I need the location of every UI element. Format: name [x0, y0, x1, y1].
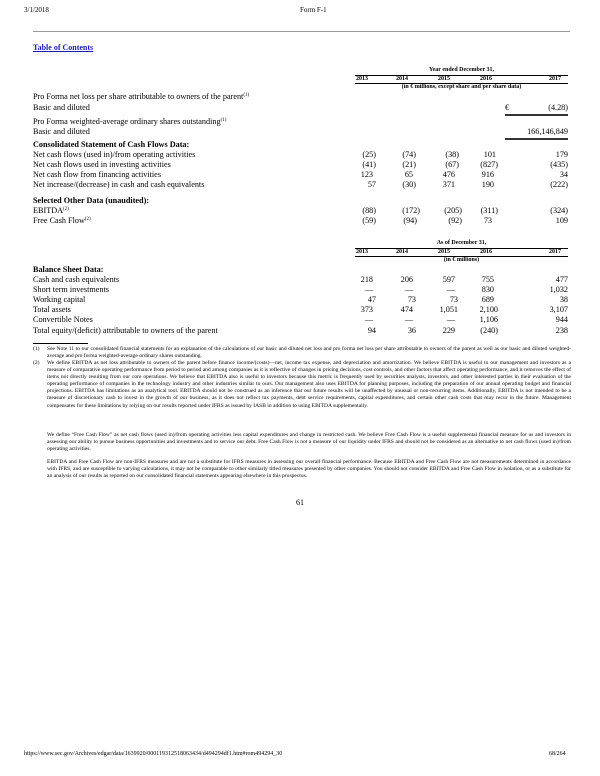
cash-flow-row-label: Net cash flow from financing activities	[33, 170, 162, 179]
cell: (21)	[402, 160, 416, 169]
cell: 3,107	[549, 305, 568, 314]
cell: 34	[559, 170, 568, 179]
cell: 218	[360, 275, 373, 284]
cell: —	[404, 285, 413, 294]
cell: (59)	[362, 216, 376, 225]
cell: 73	[449, 295, 458, 304]
table1-group-header: Year ended December 31,	[428, 67, 495, 73]
cell: 373	[360, 305, 373, 314]
cash-flow-row-label: Net cash flows (used in)/from operating activities	[33, 150, 196, 159]
cell: 123	[360, 170, 373, 179]
free-cash-flow-label: Free Cash Flow$^{(2)}$	[33, 216, 91, 225]
pro-forma-loss-label: Pro Forma net loss per share attributable to owners of the parent$^{(1)}$	[33, 92, 250, 101]
footnote-divider	[33, 343, 88, 344]
cell: 597	[442, 275, 455, 284]
ebitda-label: EBITDA$^{(2)}$	[33, 206, 69, 215]
cell: 944	[555, 315, 568, 324]
footer-page-count: 68/264	[549, 751, 566, 757]
table2-year: 2015	[438, 249, 450, 255]
cell: (74)	[402, 150, 416, 159]
cell: (240)	[480, 326, 498, 335]
cell: 476	[442, 170, 455, 179]
cell: —	[364, 285, 373, 294]
cell: 57	[367, 180, 376, 189]
footnote-2: (2) We define EBITDA as net loss attributable to owners of the parent before finance income/(costs)—net, income tax expense, and depreciation and amortization. We believe EBITDA is useful to our management and investors as a measure of comparative operating performance from period to period and among companies as it is reflective of changes in pricing decisions, cost controls, and other factors that affect operating performance, and it removes the effect of items not directly resulting from our core operations. We believe that EBITDA also is useful to investors because this metric is frequently used by securities analysts, investors, and other interested parties in their evaluation of the operating performance of companies in the technology industry and other industries similar to ours. Our management also uses EBITDA for planning purposes, including the preparation of our annual operating budget and financial projections. EBITDA has limitations as an analytical tool. EBITDA should not be construed as an inference that our future results will be unaffected by unusual or non-recurring items. Additionally, EBITDA is not intended to be a measure of discretionary cash to invest in the growth of our business, as it does not reflect tax payments, debt service requirements, capital expenditures, and certain other cash costs that may recur in the future. Management compensates for these limitations by relying on our results reported under IFRS as issued by IASB in addition to using EBITDA supplementally.	[33, 360, 571, 409]
cell: (30)	[402, 180, 416, 189]
pro-forma-shares-value: 166,146,849	[527, 127, 568, 136]
cash-flow-row-label: Net increase/(decrease) in cash and cash equivalents	[33, 180, 205, 189]
cell: 238	[555, 326, 568, 335]
cell: 916	[481, 170, 494, 179]
footer-url: https://www.sec.gov/Archives/edgar/data/1639920/000119312518063434/d494294df1.htm#rom494294_30	[24, 751, 283, 757]
table1-header-rule	[355, 75, 568, 76]
cell: (92)	[448, 216, 462, 225]
cell: —	[404, 315, 413, 324]
print-date: 3/1/2018	[24, 6, 49, 14]
basic-diluted-label: Basic and diluted	[33, 127, 90, 136]
table1-year: 2016	[480, 76, 492, 82]
table1-year: 2015	[438, 76, 450, 82]
currency-symbol: €	[505, 103, 510, 112]
cell: 94	[367, 326, 376, 335]
cell: (94)	[403, 216, 417, 225]
other-data-section-title: Selected Other Data (unaudited):	[33, 196, 150, 205]
table1-year: 2013	[356, 76, 368, 82]
cell: (67)	[445, 160, 459, 169]
cash-flow-section-title: Consolidated Statement of Cash Flows Data:	[33, 140, 190, 149]
table1-units: (in € millions, except share and per share data)	[401, 84, 522, 90]
table2-group-header: As of December 31,	[436, 240, 487, 246]
cell: 179	[555, 150, 568, 159]
double-underline	[505, 138, 568, 140]
cell: 38	[559, 295, 568, 304]
balance-row-label: Working capital	[33, 295, 86, 304]
cell: 47	[367, 295, 376, 304]
cell: 36	[407, 326, 416, 335]
cell: 109	[555, 216, 568, 225]
cell: (205)	[444, 206, 462, 215]
cell: (25)	[362, 150, 376, 159]
cell: (311)	[480, 206, 498, 215]
non-ifrs-paragraph: EBITDA and Free Cash Flow are non-IFRS measures and are not a substitute for IFRS measures in assessing our overall financial performance. Because EBITDA and Free Cash Flow are not measurements determined in accordance with IFRS, and are susceptible to varying calculations, it may not be comparable to other similarly titled measures presented by other companies. You should not consider EBITDA and Free Cash Flow in isolation, or as a substitute for an analysis of our results as reported on our consolidated financial statements appearing elsewhere in this prospectus.	[47, 459, 571, 480]
cell: (88)	[362, 206, 376, 215]
cell: 206	[400, 275, 413, 284]
balance-row-label: Total assets	[33, 305, 71, 314]
cell: 474	[400, 305, 413, 314]
cell: 73	[407, 295, 416, 304]
cell: 689	[481, 295, 494, 304]
balance-row-label: Cash and cash equivalents	[33, 275, 120, 284]
cell: 73	[483, 216, 492, 225]
balance-row-label: Convertible Notes	[33, 315, 93, 324]
balance-row-label: Total equity/(deficit) attributable to owners of the parent	[33, 326, 218, 335]
free-cash-flow-paragraph: We define “Free Cash Flow” as net cash flows (used in)/from operating activities less capital expenditures and change in restricted cash. We believe Free Cash Flow is a useful supplemental financial measure for us and investors in assessing our ability to pursue business opportunities and investments and to service our debt. Free Cash Flow is not a measure of our liquidity under IFRS and should not be considered as an alternative to net cash flows (used in)/from operating activities.	[47, 432, 571, 453]
cell: 2,100	[479, 305, 498, 314]
cell: 477	[555, 275, 568, 284]
cell: (324)	[550, 206, 568, 215]
cell: (435)	[550, 160, 568, 169]
balance-sheet-section-title: Balance Sheet Data:	[33, 265, 104, 274]
cell: (38)	[445, 150, 459, 159]
header-divider	[33, 31, 570, 32]
double-underline	[505, 114, 568, 116]
cell: (827)	[480, 160, 498, 169]
cell: (172)	[402, 206, 420, 215]
cell: 830	[481, 285, 494, 294]
document-title: Form F-1	[300, 6, 327, 14]
cell: 229	[442, 326, 455, 335]
cell: 101	[483, 150, 496, 159]
table2-year: 2013	[356, 249, 368, 255]
cell: —	[446, 285, 455, 294]
cell: 1,032	[549, 285, 568, 294]
cell: 65	[404, 170, 413, 179]
cell: 1,051	[439, 305, 458, 314]
pro-forma-shares-label: Pro Forma weighted-average ordinary shares outstanding$^{(1)}$	[33, 117, 227, 126]
cell: 371	[442, 180, 455, 189]
cell: (41)	[362, 160, 376, 169]
table2-units: (in € millions)	[443, 257, 480, 263]
page-number: 61	[296, 498, 304, 507]
basic-diluted-label: Basic and diluted	[33, 103, 90, 112]
table2-year: 2014	[396, 249, 408, 255]
pro-forma-loss-value: (4.28)	[548, 103, 568, 112]
cell: —	[446, 315, 455, 324]
balance-row-label: Short term investments	[33, 285, 109, 294]
cell: (222)	[550, 180, 568, 189]
table2-year: 2017	[549, 249, 561, 255]
table1-year: 2017	[549, 76, 561, 82]
table1-year: 2014	[396, 76, 408, 82]
cell: —	[364, 315, 373, 324]
table2-header-rule	[355, 248, 568, 249]
cell: 755	[481, 275, 494, 284]
cell: 190	[481, 180, 494, 189]
table-of-contents-link[interactable]: Table of Contents	[33, 43, 94, 52]
footnote-1: (1) See Note 11 to our consolidated financial statements for an explanation of the calculations of our basic and diluted net loss and pro forma net loss per share attributable to owners of the parent as well as our basic and diluted weighted-average and pro forma weighted-average ordinary shares outstanding.	[33, 346, 571, 360]
cash-flow-row-label: Net cash flows used in investing activities	[33, 160, 171, 169]
cell: 1,106	[479, 315, 498, 324]
table2-year: 2016	[480, 249, 492, 255]
